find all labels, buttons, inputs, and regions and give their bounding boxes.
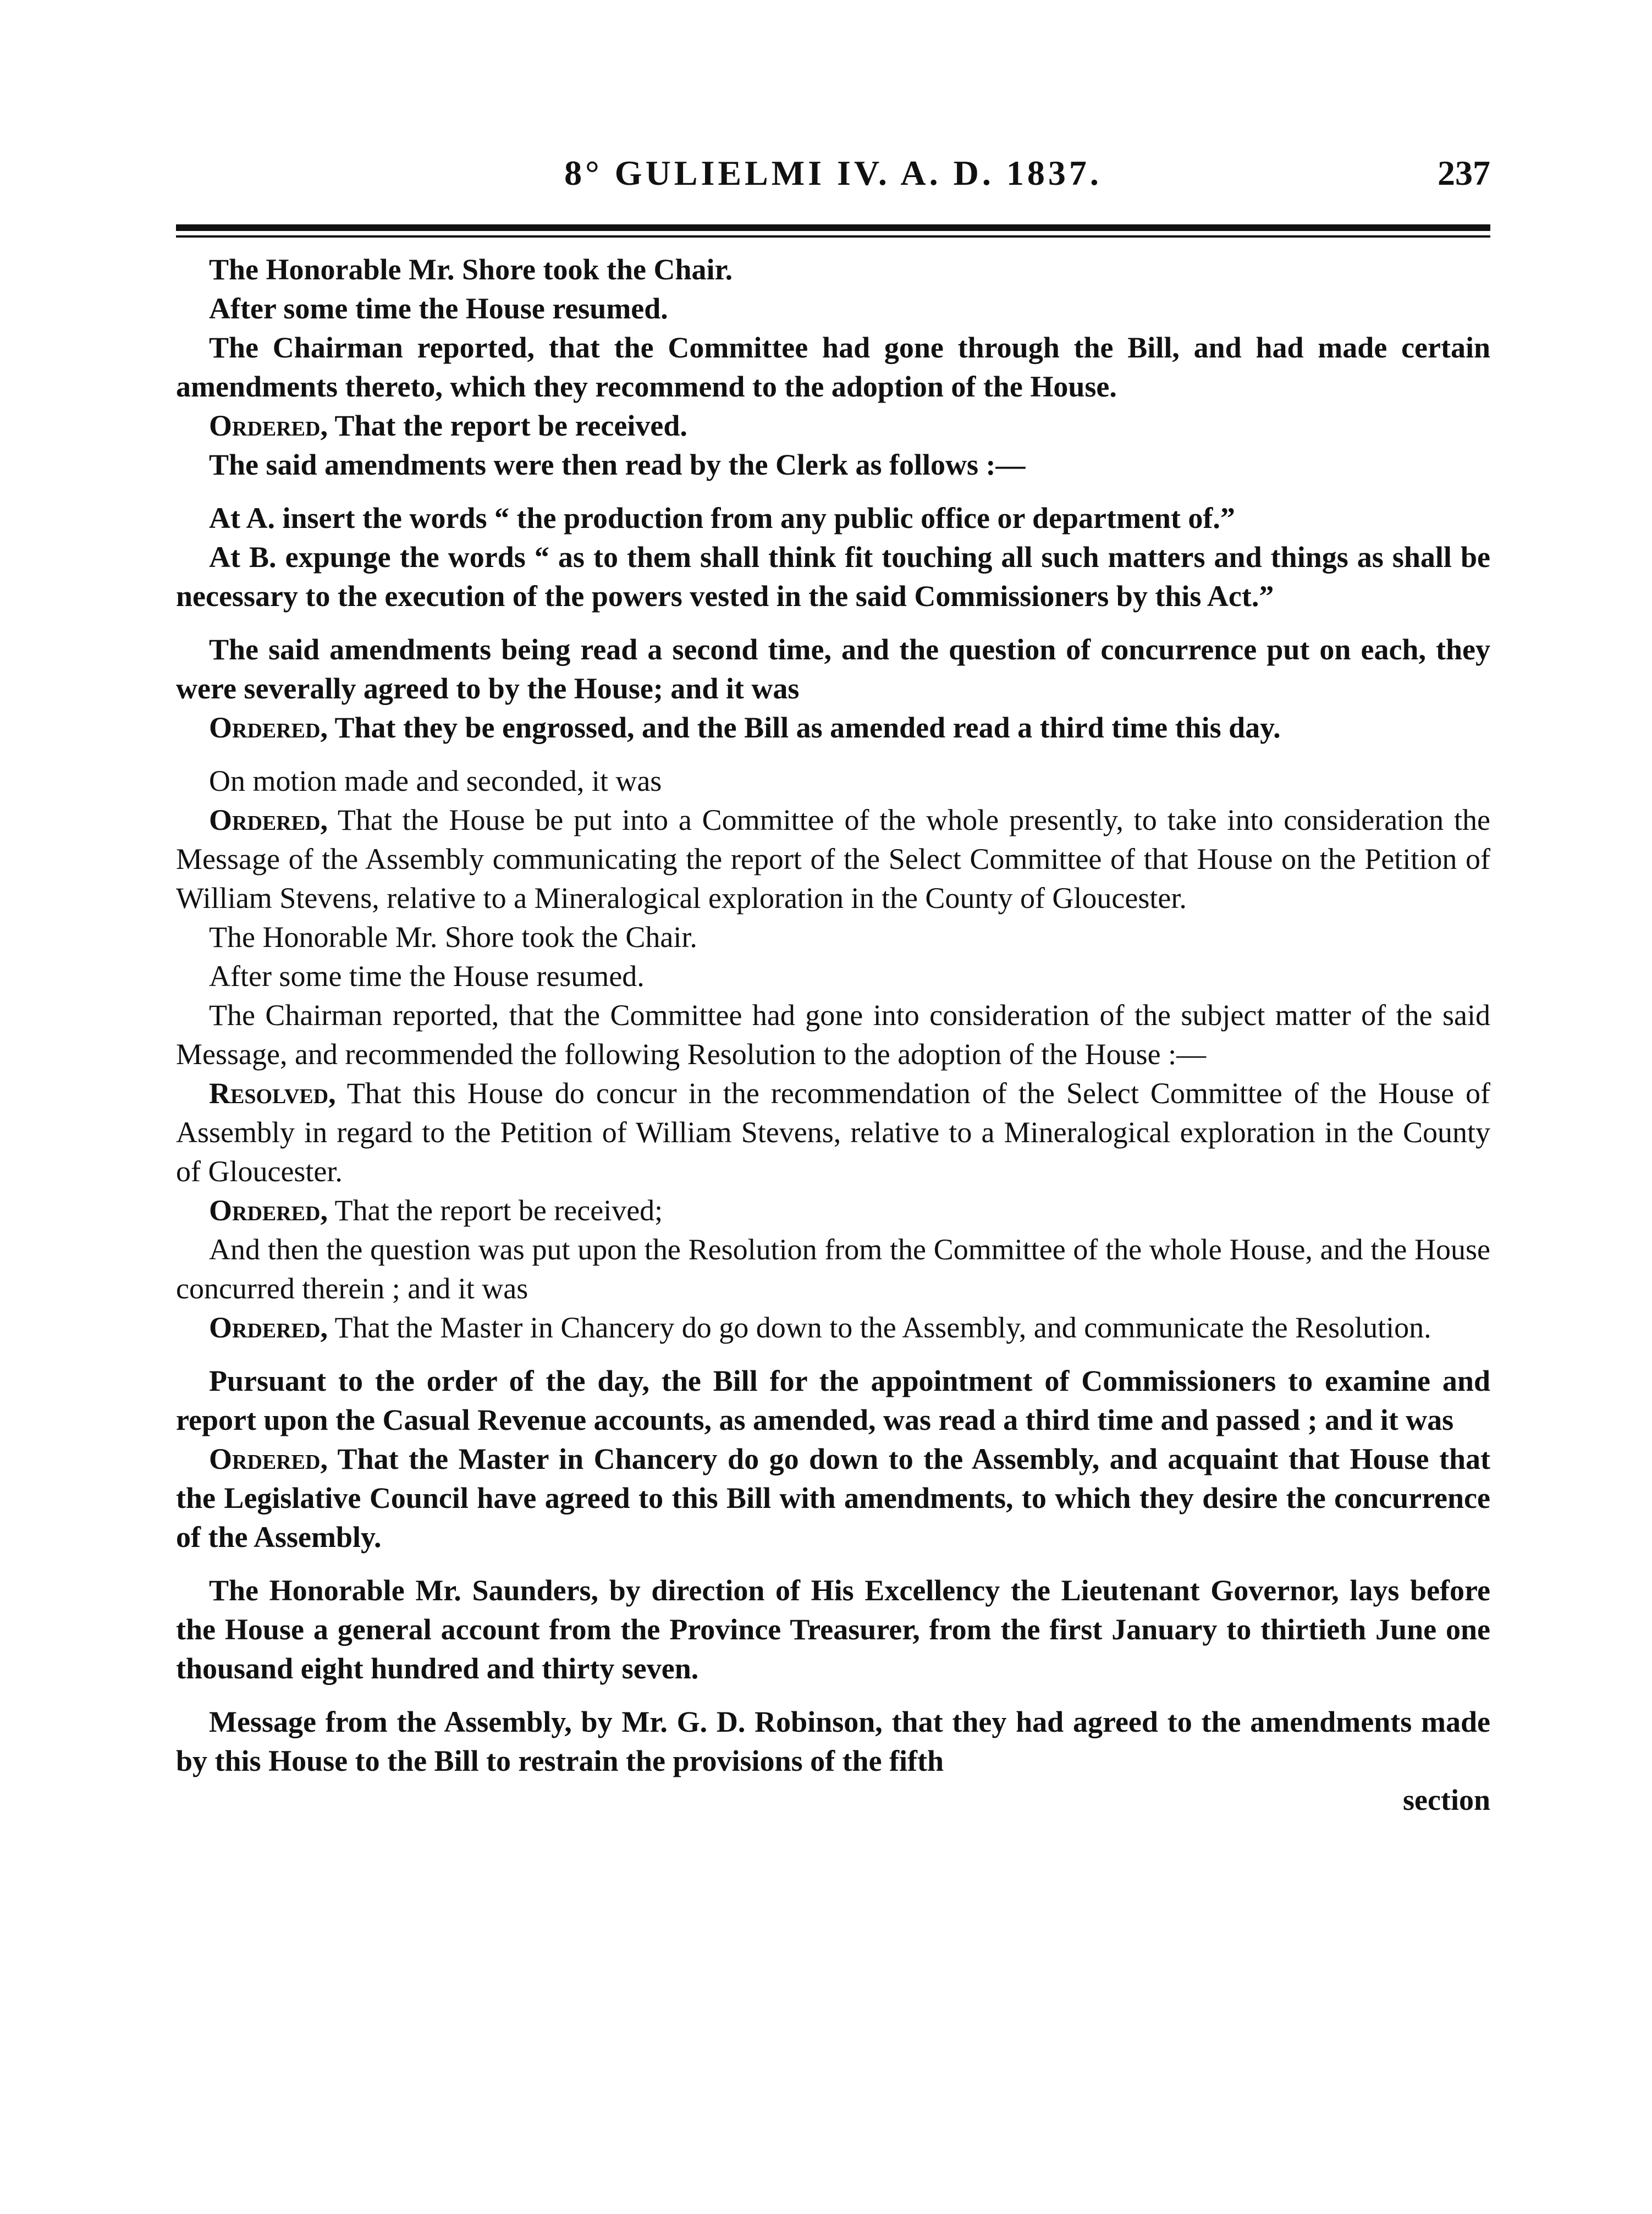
paragraph: The Honorable Mr. Shore took the Chair. — [209, 253, 733, 286]
page-number: 237 — [1438, 153, 1490, 192]
paragraph: Message from the Assembly, by Mr. G. D. Robinson, that they had agreed to the amendments made by this House to the Bill to restrain the provisions of the fifth — [176, 1705, 1490, 1777]
paragraph: At A. insert the words “ the production from any public office or department of.” — [209, 502, 1235, 535]
paragraph-text: That this House do concur in the recommendation of the Select Committee of the House of Assembly in regard to the Petition of William Stevens, relative to a Mineralogical exploration in the County of Gloucester. — [176, 1077, 1490, 1188]
order-label: Ordered, — [209, 1311, 328, 1344]
paragraph: The Honorable Mr. Saunders, by direction of His Excellency the Lieutenant Governor, lays before the House a general account from the Province Treasurer, from the first January to thirtieth June one thousand eight hundred and thirty seven. — [176, 1574, 1490, 1685]
paragraph: The Chairman reported, that the Committee had gone through the Bill, and had made certain amendments thereto, which they recommend to the adoption of the House. — [176, 331, 1490, 403]
paragraph: The said amendments were then read by the Clerk as follows :— — [209, 448, 1026, 481]
paragraph — [176, 1074, 1490, 1191]
order-label: Ordered, — [209, 1194, 328, 1227]
paragraph: The said amendments being read a second time, and the question of concurrence put on each, they were severally agreed to by the House; and it was — [176, 633, 1490, 705]
order-label: Ordered, — [209, 803, 328, 836]
paragraph: After some time the House resumed. — [209, 292, 668, 325]
paragraph: The Chairman reported, that the Committee had gone into consideration of the subject matter of the said Message, and recommended the following Resolution to the adoption of the House :— — [176, 999, 1490, 1071]
paragraph: At B. expunge the words “ as to them shall think fit touching all such matters and things as shall be necessary to the execution of the powers vested in the said Commissioners by this Act.” — [176, 541, 1490, 613]
paragraph — [176, 406, 1490, 445]
paragraph — [176, 1440, 1490, 1557]
order-label: Ordered, — [209, 409, 328, 442]
order-label: Ordered, — [209, 711, 328, 744]
order-label: Ordered, — [209, 1442, 328, 1475]
header-title: 8° GULIELMI IV. A. D. 1837. — [564, 153, 1102, 192]
paragraph: And then the question was put upon the Resolution from the Committee of the whole House, and the House concurred therein ; and it was — [176, 1233, 1490, 1305]
paragraph-text: That the report be received. — [327, 409, 687, 442]
resolved-label: Resolved, — [209, 1077, 336, 1110]
paragraph-text: That they be engrossed, and the Bill as amended read a third time this day. — [327, 711, 1281, 744]
paragraph-text: That the report be received; — [327, 1194, 663, 1227]
paragraph — [176, 801, 1490, 918]
paragraph — [176, 1191, 1490, 1230]
paragraph: Pursuant to the order of the day, the Bill for the appointment of Commissioners to examine and report upon the Casual Revenue accounts, as amended, was read a third time and passed ; and it was — [176, 1364, 1490, 1436]
paragraph-text: That the Master in Chancery do go down to the Assembly, and communicate the Resolution. — [327, 1311, 1431, 1344]
paragraph: The Honorable Mr. Shore took the Chair. — [209, 921, 697, 954]
paragraph: After some time the House resumed. — [209, 960, 645, 993]
paragraph-text: That the House be put into a Committee of the whole presently, to take into consideration the Message of the Assembly communicating the report of the Select Committee of that House on the Petition of William Stevens, relative to a Mineralogical exploration in the County of Gloucester. — [176, 803, 1490, 915]
paragraph — [176, 1308, 1490, 1347]
paragraph-text: That the Master in Chancery do go down to the Assembly, and acquaint that House that the Legislative Council have agreed to this Bill with amendments, to which they desire the concurrence of the Assembly. — [176, 1442, 1490, 1554]
page-body — [176, 250, 1490, 1820]
paragraph — [176, 708, 1490, 747]
running-header — [176, 147, 1490, 208]
paragraph: On motion made and seconded, it was — [209, 764, 662, 797]
catchword: section — [1403, 1783, 1490, 1816]
header-rule-thin — [176, 235, 1490, 238]
header-rule-thick — [176, 224, 1490, 231]
